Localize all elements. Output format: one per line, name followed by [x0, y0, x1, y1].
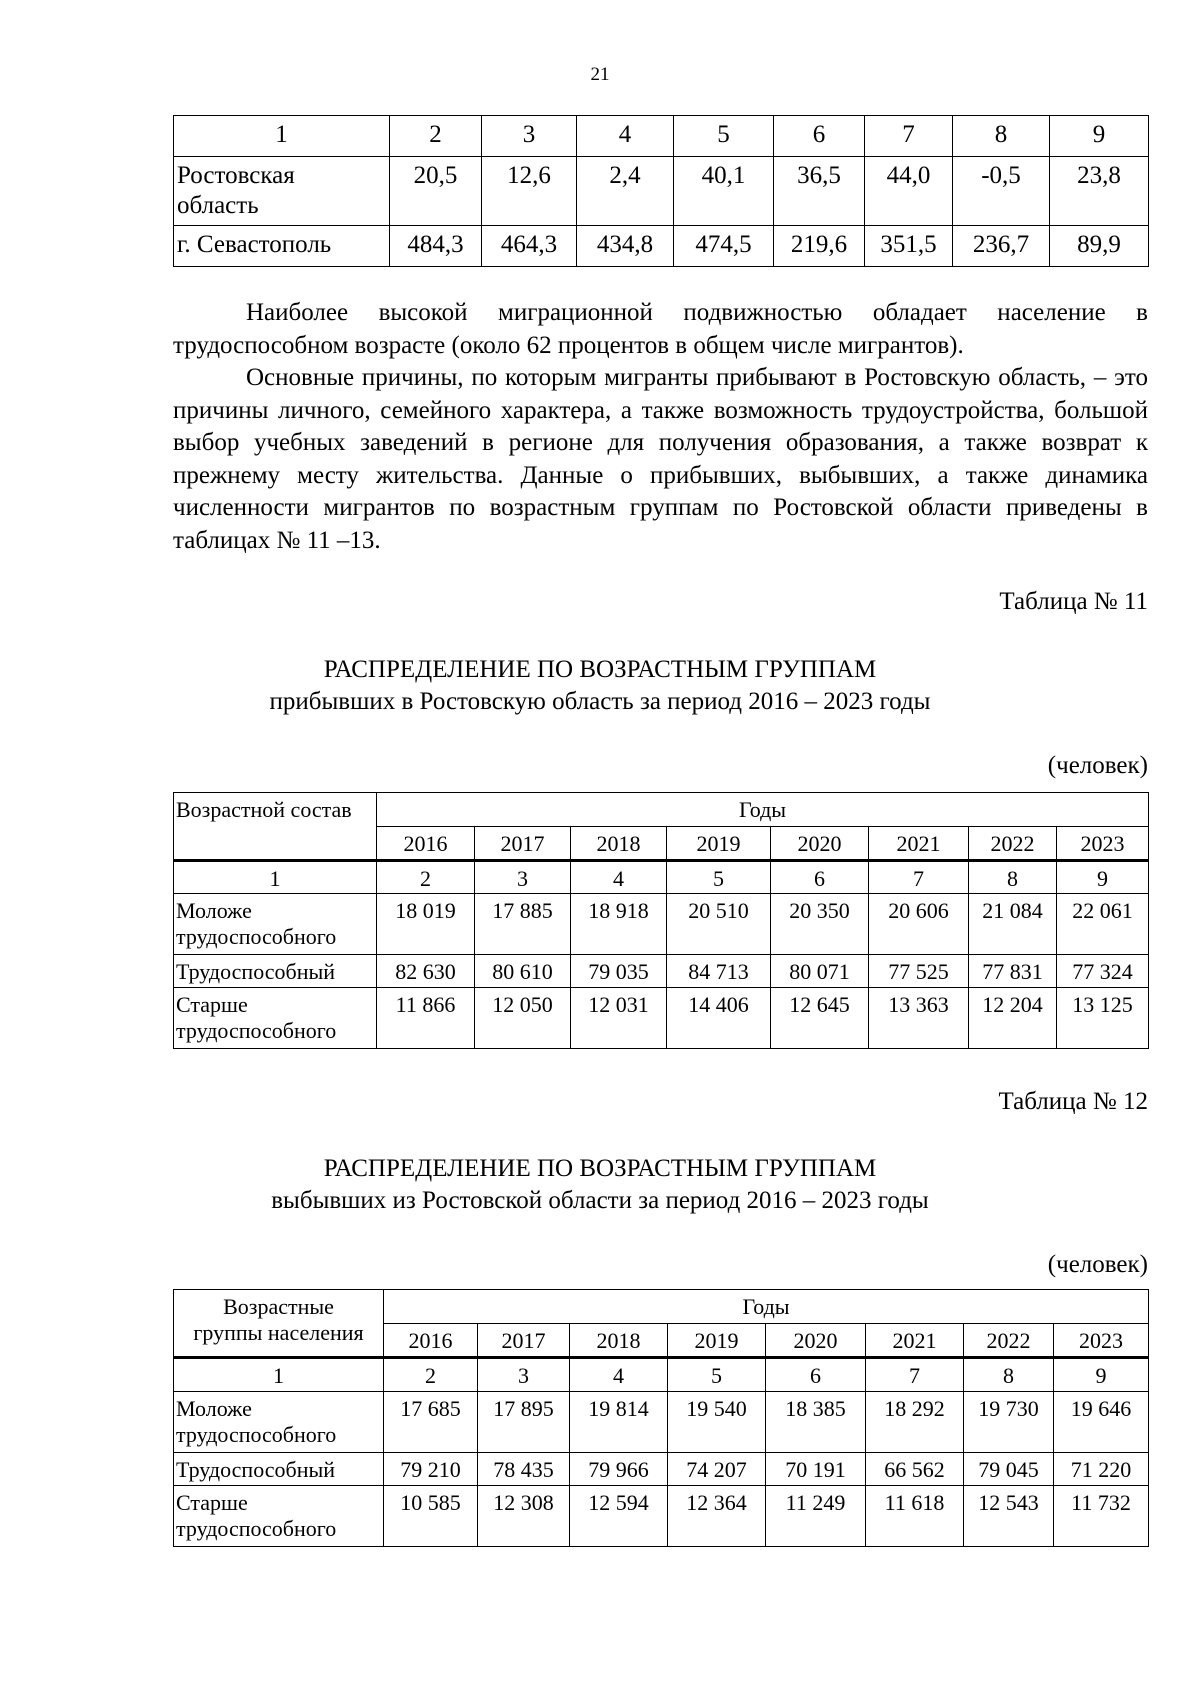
column-number: 9: [1050, 116, 1149, 157]
year-header: 2021: [866, 1324, 964, 1358]
row-label: г. Севастополь: [174, 226, 390, 267]
table-row: [174, 1486, 1149, 1547]
table-cell: 236,7: [953, 226, 1050, 267]
table-cell: 79 045: [964, 1453, 1054, 1486]
year-header: 2019: [668, 1324, 766, 1358]
table-cell: 78 435: [478, 1453, 570, 1486]
table-cell: 79 210: [384, 1453, 478, 1486]
column-number: 2: [390, 116, 482, 157]
table-cell: 20 350: [771, 894, 869, 955]
column-number: 8: [964, 1358, 1054, 1392]
table-cell: 10 585: [384, 1486, 478, 1547]
year-header: 2018: [571, 827, 667, 861]
table-cell: 17 885: [475, 894, 571, 955]
table-12-label: Таблица № 12: [998, 1088, 1148, 1115]
table-cell: 11 618: [866, 1486, 964, 1547]
table-cell: 21 084: [969, 894, 1057, 955]
table-header-row: [174, 1290, 1149, 1324]
column-number: 9: [1054, 1358, 1149, 1392]
table-cell: 14 406: [667, 988, 771, 1049]
year-header: 2017: [475, 827, 571, 861]
column-number: 5: [667, 861, 771, 894]
column-number: 6: [771, 861, 869, 894]
row-label: Старше трудоспособного: [174, 988, 377, 1049]
table-cell: 19 814: [570, 1392, 668, 1453]
table-cell: 74 207: [668, 1453, 766, 1486]
column-number: 1: [174, 116, 390, 157]
table-cell: 12 031: [571, 988, 667, 1049]
year-header: 2022: [964, 1324, 1054, 1358]
table-cell: 18 385: [766, 1392, 866, 1453]
table-cell: 84 713: [667, 955, 771, 988]
table-cell: 12 364: [668, 1486, 766, 1547]
table-cell: 44,0: [865, 157, 953, 226]
table-cell: 464,3: [482, 226, 577, 267]
year-header: 2020: [771, 827, 869, 861]
table-cell: 20 510: [667, 894, 771, 955]
table-header-row: [174, 793, 1149, 827]
column-number: 2: [384, 1358, 478, 1392]
year-header: 2016: [377, 827, 475, 861]
column-number: 6: [774, 116, 865, 157]
column-number-row: [174, 1358, 1149, 1392]
continuation-header-row: [174, 116, 1149, 157]
year-header: 2020: [766, 1324, 866, 1358]
table-cell: 219,6: [774, 226, 865, 267]
table-cell: 2,4: [577, 157, 674, 226]
table-cell: 12 594: [570, 1486, 668, 1547]
table-row: [174, 988, 1149, 1049]
table-11-label: Таблица № 11: [999, 588, 1148, 615]
row-label: Ростовская область: [174, 157, 390, 226]
row-header: Возрастной состав: [174, 793, 377, 861]
table-11: [173, 792, 1149, 1049]
row-label: Старше трудоспособного: [174, 1486, 384, 1547]
table-cell: 80 610: [475, 955, 571, 988]
column-number: 5: [668, 1358, 766, 1392]
table-cell: 12 204: [969, 988, 1057, 1049]
column-number: 5: [674, 116, 774, 157]
column-number: 8: [969, 861, 1057, 894]
table-cell: 11 249: [766, 1486, 866, 1547]
table-cell: 23,8: [1050, 157, 1149, 226]
year-header: 2023: [1057, 827, 1149, 861]
column-number: 4: [577, 116, 674, 157]
year-header: 2023: [1054, 1324, 1149, 1358]
table-11-subtitle: прибывших в Ростовскую область за период 2016 – 2023 годы: [269, 688, 931, 715]
column-number: 4: [570, 1358, 668, 1392]
table-cell: 17 895: [478, 1392, 570, 1453]
column-number: 2: [377, 861, 475, 894]
table-cell: 12 050: [475, 988, 571, 1049]
table-cell: 18 918: [571, 894, 667, 955]
table-cell: 18 019: [377, 894, 475, 955]
table-cell: 71 220: [1054, 1453, 1149, 1486]
table-cell: 80 071: [771, 955, 869, 988]
table-cell: 77 525: [869, 955, 969, 988]
table-cell: 13 125: [1057, 988, 1149, 1049]
table-12-subtitle: выбывших из Ростовской области за период 2016 – 2023 годы: [271, 1187, 929, 1214]
column-number: 3: [478, 1358, 570, 1392]
table-12-unit: (человек): [1047, 1251, 1148, 1278]
table-cell: 22 061: [1057, 894, 1149, 955]
table-cell: 19 646: [1054, 1392, 1149, 1453]
column-number: 7: [865, 116, 953, 157]
table-cell: 351,5: [865, 226, 953, 267]
row-header: Возрастные группы населения: [174, 1290, 384, 1358]
table-cell: 77 324: [1057, 955, 1149, 988]
year-header: 2016: [384, 1324, 478, 1358]
table-cell: 20 606: [869, 894, 969, 955]
table-cell: 79 035: [571, 955, 667, 988]
table-row: [174, 955, 1149, 988]
column-number: 8: [953, 116, 1050, 157]
year-header: 2017: [478, 1324, 570, 1358]
table-cell: 70 191: [766, 1453, 866, 1486]
table-11-unit: (человек): [1047, 752, 1148, 779]
column-number: 6: [766, 1358, 866, 1392]
column-number: 7: [869, 861, 969, 894]
table-cell: 18 292: [866, 1392, 964, 1453]
table-cell: 12,6: [482, 157, 577, 226]
year-header: 2021: [869, 827, 969, 861]
row-label: Трудоспособный: [174, 955, 377, 988]
years-header: Годы: [384, 1290, 1149, 1324]
table-cell: 434,8: [577, 226, 674, 267]
table-row: [174, 894, 1149, 955]
year-header: 2019: [667, 827, 771, 861]
table-cell: 20,5: [390, 157, 482, 226]
row-label: Моложе трудоспособного: [174, 894, 377, 955]
table-row: [174, 157, 1149, 226]
table-11-title: РАСПРЕДЕЛЕНИЕ ПО ВОЗРАСТНЫМ ГРУППАМ: [323, 656, 877, 683]
table-cell: 11 866: [377, 988, 475, 1049]
column-number: 7: [866, 1358, 964, 1392]
table-cell: 40,1: [674, 157, 774, 226]
table-cell: 19 730: [964, 1392, 1054, 1453]
table-cell: 13 363: [869, 988, 969, 1049]
table-cell: 79 966: [570, 1453, 668, 1486]
table-row: [174, 1392, 1149, 1453]
table-cell: 89,9: [1050, 226, 1149, 267]
column-number: 3: [475, 861, 571, 894]
table-12-title: РАСПРЕДЕЛЕНИЕ ПО ВОЗРАСТНЫМ ГРУППАМ: [323, 1155, 877, 1182]
continuation-table: [173, 115, 1149, 267]
column-number: 1: [174, 1358, 384, 1392]
table-cell: 12 308: [478, 1486, 570, 1547]
table-cell: 12 645: [771, 988, 869, 1049]
page-number: 21: [590, 64, 610, 85]
paragraph-migration-mobility: Наиболее высокой миграционной подвижностью обладает население в трудоспособном возрасте (около 62 процентов в общем числе мигрантов).: [173, 299, 1148, 359]
year-header: 2022: [969, 827, 1057, 861]
column-number: 1: [174, 861, 377, 894]
row-label: Трудоспособный: [174, 1453, 384, 1486]
table-cell: 11 732: [1054, 1486, 1149, 1547]
table-cell: 77 831: [969, 955, 1057, 988]
table-cell: 66 562: [866, 1453, 964, 1486]
table-cell: -0,5: [953, 157, 1050, 226]
table-cell: 474,5: [674, 226, 774, 267]
column-number: 4: [571, 861, 667, 894]
row-label: Моложе трудоспособного: [174, 1392, 384, 1453]
column-number: 3: [482, 116, 577, 157]
table-cell: 12 543: [964, 1486, 1054, 1547]
table-cell: 17 685: [384, 1392, 478, 1453]
table-cell: 484,3: [390, 226, 482, 267]
table-row: [174, 1453, 1149, 1486]
table-cell: 36,5: [774, 157, 865, 226]
table-row: [174, 226, 1149, 267]
paragraph-migration-reasons: Основные причины, по которым мигранты прибывают в Ростовскую область, – это причины личного, семейного характера, а также возможность трудоустройства, большой выбор учебных заведений в регионе для получения образования, а также возврат к прежнему месту жительства. Данные о прибывших, выбывших, а также динамика численности мигрантов по возрастным группам по Ростовской области приведены в таблицах № 11 –13.: [173, 364, 1148, 554]
table-cell: 19 540: [668, 1392, 766, 1453]
years-header: Годы: [377, 793, 1149, 827]
column-number-row: [174, 861, 1149, 894]
table-12: [173, 1289, 1149, 1547]
year-header: 2018: [570, 1324, 668, 1358]
column-number: 9: [1057, 861, 1149, 894]
table-cell: 82 630: [377, 955, 475, 988]
